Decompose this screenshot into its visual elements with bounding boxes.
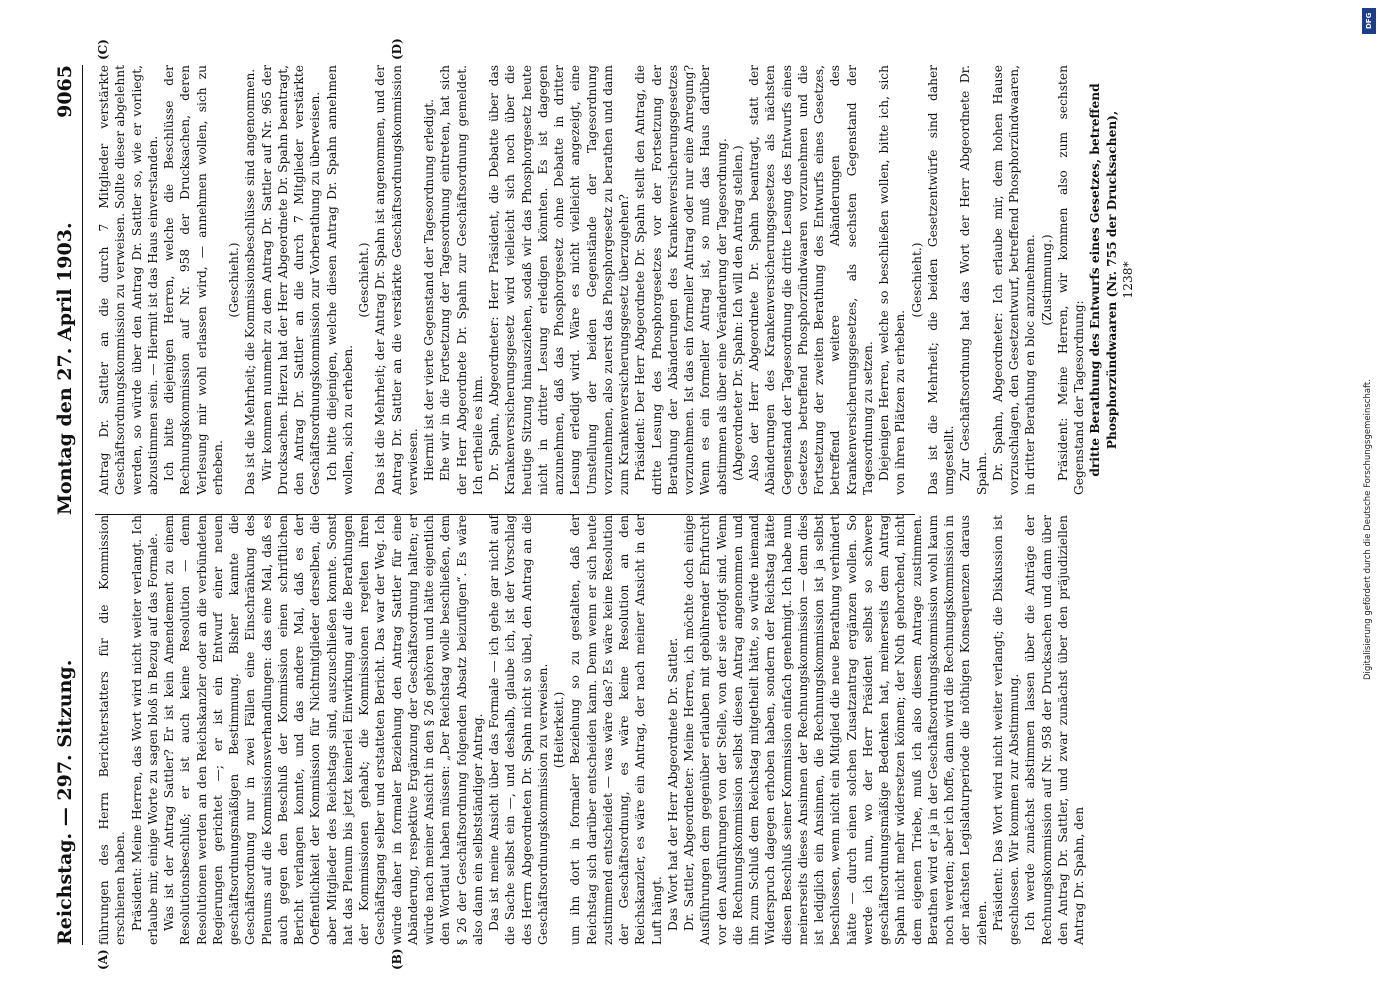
paragraph: um ihn dort in formaler Beziehung so zu gestalten, daß der Reichstag sich darüber entscheiden kann. Denn wenn er sich heute zustimmend entscheidet — was wäre das? Es wäre keine Resolution der Geschäftsordnung, es wäre keine Resolution an den Reichskanzler, es wäre ein Antrag, der nach meiner Ansicht in der Luft hängt. — [568, 515, 664, 945]
right-column — [96, 65, 1136, 495]
paragraph: Dr. Spahn, Abgeordneter: Herr Präsident, die Debatte über das Krankenversicherungsgesetz wird vielleicht sich noch über die heutige Sitzung hinausziehen, sodaß wir das Phosphorgesetz heute nicht in dritter Lesung erledigen könnten. Es ist dagegen anzunehmen, daß das Phosphorgesetz ohne Debatte in dritter Lesung erledigt wird. Wäre es nicht vielleicht angezeigt, eine Umstellung der beiden Gegenstände der Tagesordnung vorzunehmen, also zuerst das Phosphorgesetz zu berathen und dann zum Krankenversicherungsgesetz überzugehen? — [487, 65, 631, 495]
paragraph: (Zustimmung.) — [1039, 234, 1054, 326]
paragraph: Ich bitte diejenigen, welche diesen Antrag Dr. Spahn annehmen wollen, sich zu erheben. — [324, 65, 355, 495]
paragraph: Präsident: Das Wort wird nicht weiter verlangt; die Diskussion ist geschlossen. Wir kommen zur Abstimmung. — [990, 515, 1021, 945]
paragraph: Wir kommen nunmehr zu dem Antrag Dr. Sattler auf Nr. 965 der Drucksachen. Hierzu hat der Herr Abgeordnete Dr. Spahn beantragt, den Antrag Dr. Sattler an die durch 7 Mitglieder verstärkte Geschäftsordnungskommission zur Vorberathung zu überweisen. — [259, 65, 323, 495]
paragraph: (Geschieht.) — [357, 242, 371, 318]
margin-letter-b: (B) — [390, 948, 404, 970]
paragraph: Das ist die Mehrheit; die beiden Gesetzentwürfe sind daher umgestellt. — [925, 65, 956, 495]
paragraph: (Heiterkeit.) — [552, 691, 566, 769]
paragraph: Dr. Sattler, Abgeordneter: Meine Herren, ich möchte doch einige Ausführungen dem gegenüber erlauben mit gebührender Ehrfurcht vor den Ausführungen von der Stelle, von der sie erfolgt sind. Wenn die Rechnungskommission selbst diesen Antrag angenommen und ihn zum Schluß dem Reichstag mitgetheilt hätte, so würde niemand Widerspruch dagegen erhoben haben, sondern der Reichstag hätte diesen Beschluß seiner Kommission einfach genehmigt. Ich habe nun meinerseits dieses Ansinnen der Rechnungskommission — denn dies ist lediglich ein Ansinnen, die Rechnungskommission ist ja selbst beschlossen, wenn nicht ein Mitglied die neue Berathung verhindert hätte — durch einen solchen Zusatzantrag ergänzen wollen. So werde ich nun, wo der Herr Präsident selbst so schwere geschäftsordnungsmäßige Bedenken hat, meinerseits dem Antrag Spahn nicht mehr widersetzen können; der Noth gehorchend, nicht dem eigenen Triebe, muß ich also diesem Antrage zustimmen. Berathen wird er ja in der Geschäftsordnungskommission wohl kaum noch werden; aber ich hoffe, dann wird die Rechnungskommission in der nächsten Legislaturperiode die nöthigen Konsequenzen daraus ziehen. — [682, 515, 989, 945]
paragraph: (Geschieht.) — [909, 242, 924, 318]
page-number: 9065 — [54, 65, 76, 118]
paragraph: Ich werde zunächst abstimmen lassen über die Anträge der Rechnungskommission auf Nr. 958 der Drucksachen und dann über den Antrag Dr. Sattler, und zwar zunächst über den präjudiziellen Antrag Dr. Spahn, den — [1023, 515, 1086, 945]
margin-letter-c: (C) — [96, 39, 110, 60]
paragraph: Das ist meine Ansicht über das Formale — ich gehe gar nicht auf die Sache selbst ein —, und deshalb, glaube ich, ist der Vorschlag des Herrn Abgeordneten Dr. Spahn nicht so übel, den Antrag an die Geschäftsordnungskommission zu verweisen. — [487, 515, 550, 945]
margin-letter-a: (A) — [96, 949, 110, 970]
dfg-logo: DFG — [1362, 8, 1376, 34]
paragraph: Zur Geschäftsordnung hat das Wort der Herr Abgeordnete Dr. Spahn. — [958, 65, 989, 495]
paragraph: führungen des Herrn Berichterstatters für die Kommission erschienen haben. — [97, 515, 128, 945]
paragraph: (Geschieht.) — [227, 242, 241, 318]
left-column — [96, 515, 1087, 945]
paragraph: Hiermit ist der vierte Gegenstand der Tagesordnung erledigt. — [422, 98, 436, 481]
paragraph: Was ist der Antrag Sattler? Er ist kein Amendement zu einem Resolutionsbeschluß; er ist auch keine Resolution — denn Resolutionen werden an den Reichskanzler oder an die verbündeten Regierungen gerichtet —; er ist ein Entwurf einer neuen geschäftsordnungsmäßigen Bestimmung. Bisher kannte die Geschäftsordnung nur in zwei Fällen eine Einschränkung des Plenums auf die Kommissionsverhandlungen: das eine Mal, daß es auch gegen den Beschluß der Kommission einen schriftlichen Bericht verlangen konnte, und das andere Mal, daß es der Oeffentlichkeit der Kommission für Nichtmitglieder derselben, die aber Mitglieder des Reichstags sind, auszuschließen konnte. Sonst hat das Plenum bis jetzt keinerlei Einwirkung auf die Berathungen der Kommissionen gehabt; die Kommissionen regelten ihren Geschäftsgang selber und erstatteten Bericht. Das war der Weg. Ich würde daher in formaler Beziehung den Antrag Sattler für eine Abänderung, respektive Ergänzung der Geschäftsordnung halten; er würde nach meiner Ansicht in den § 26 gehören und hätte eigentlich den Wortlaut haben müssen: „Der Reichstag wolle beschließen, dem § 26 der Geschäftsordnung folgenden Absatz beizufügen“. Es wäre also dann ein selbstständiger Antrag. — [162, 515, 485, 945]
paragraph: Ich bitte diejenigen Herren, welche die Beschlüsse der Rechnungskommission auf Nr. 958 der Drucksachen, deren Verlesung mir wohl erlassen wird, — annehmen wollen, sich zu erheben. — [162, 65, 225, 495]
paragraph: Das ist die Mehrheit; die Kommissionsbeschlüsse sind angenommen. — [243, 68, 258, 495]
paragraph: Dr. Spahn, Abgeordneter: Ich erlaube mir, dem hohen Hause vorzuschlagen, den Gesetzentwurf, betreffend Phosphorzündwaaren, in dritter Berathung en bloc anzunehmen. — [990, 65, 1038, 495]
paragraph: Das ist die Mehrheit; der Antrag Dr. Spahn ist angenommen, und der Antrag Dr. Sattler an die verstärkte Geschäftsordnungskommission verwiesen. — [373, 65, 420, 495]
signature-mark: 1238* — [1120, 261, 1135, 299]
margin-letter-d: (D) — [390, 38, 404, 60]
agenda-item-title: dritte Berathung des Entwurfs eines Gesetzes, betreffend Phosphorzündwaaren (Nr. 755 der Drucksachen), — [1088, 83, 1119, 477]
paragraph: Diejenigen Herren, welche so beschließen wollen, bitte ich, sich von ihren Plätzen zu erheben. — [877, 65, 908, 495]
paragraph: Das Wort hat der Herr Abgeordnete Dr. Sattler. — [665, 637, 680, 931]
paragraph: Antrag Dr. Sattler an die durch 7 Mitglieder verstärkte Geschäftsordnungskommission zu verweisen. Sollte dieser abgelehnt werden, so würde über den Antrag Dr. Sattler so, wie er vorliegt, abzustimmen sein. — Hiermit ist das Haus einverstanden. — [97, 65, 160, 495]
page-header — [50, 65, 83, 945]
paragraph: Präsident: Meine Herren, wir kommen also zum sechsten Gegenstand der Tagesordnung: — [1055, 65, 1086, 495]
paragraph: Also der Herr Abgeordnete Dr. Spahn beantragt, statt der Abänderungen des Krankenversicherungsgesetzes als nächsten Gegenstand der Tagesordnung die dritte Lesung des Entwurfs eines Gesetzes betreffend Phosphorzündwaaren vorzunehmen und die Fortsetzung der zweiten Berathung des Entwurfs eines Gesetzes, betreffend weitere Abänderungen des Krankenversicherungsgesetzes, als sechsten Gegenstand der Tagesordnung zu setzen. — [747, 65, 875, 495]
funding-notice: Digitalisierung gefördert durch die Deutsche Forschungsgemeinschaft. — [1363, 379, 1373, 680]
paragraph: Ehe wir in die Fortsetzung der Tagesordnung eintreten, hat sich der Herr Abgeordnete Dr. Spahn zur Geschäftsordnung gemeldet. Ich ertheile es ihm. — [438, 65, 485, 495]
header-date: Montag den 27. April 1903. — [54, 222, 76, 515]
paragraph: Präsident: Meine Herren, das Wort wird nicht weiter verlangt. Ich erlaube mir, einige Worte zu sagen bloß in Bezug auf das Formale. — [129, 515, 160, 945]
header-session: Reichstag. — 297. Sitzung. — [54, 659, 76, 945]
paragraph: Präsident: Der Herr Abgeordnete Dr. Spahn stellt den Antrag, die dritte Lesung des Phosphorgesetzes vor der Fortsetzung der Berathung der Abänderungen des Krankenversicherungsgesetzes vorzunehmen. Ist das ein formeller Antrag oder nur eine Anregung? Wenn es ein formeller Antrag ist, so muß das Haus darüber abstimmen als über eine Veränderung der Tagesordnung. — [633, 65, 729, 495]
paragraph: (Abgeordneter Dr. Spahn: Ich will den Antrag stellen.) — [730, 145, 745, 481]
